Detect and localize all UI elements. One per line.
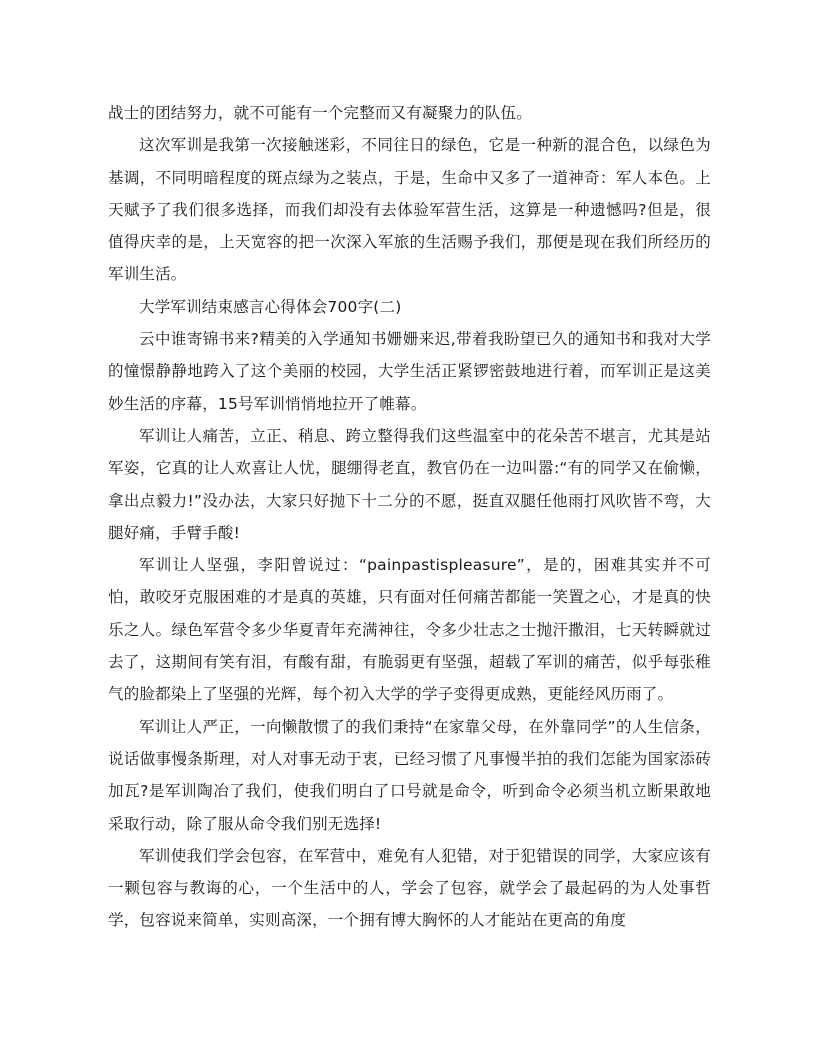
section-heading: 大学军训结束感言心得体会700字(二): [139, 297, 402, 316]
paragraph-3: 云中谁寄锦书来?精美的入学通知书姗姗来迟,带着我盼望已久的通知书和我对大学的憧憬静静地跨入了这个美丽的校园，大学生活正紧锣密鼓地进行着，而军训正是这美妙生活的序幕，15号军训悄悄地拉开了帷幕。: [108, 330, 711, 413]
paragraph-5: 军训让人坚强，李阳曾说过：“painpastispleasure”，是的，困难其实并不可怕，敢咬牙克服困难的才是真的英雄，只有面对任何痛苦都能一笑置之心，才是真的快乐之人。绿色军营令多少华夏青年充满神往，令多少壮志之士抛汗撒泪，七天转瞬就过去了，这期间有笑有泪，有酸有甜，有脆弱更有坚强，超载了军训的痛苦，似乎每张稚气的脸都染上了坚强的光辉，每个初入大学的学子变得更成熟，更能经风历雨了。: [108, 556, 711, 704]
paragraph-1: 战士的团结努力，就不可能有一个完整而又有凝聚力的队伍。: [108, 104, 532, 122]
document-page: [108, 97, 711, 937]
paragraph-4: 军训让人痛苦，立正、稍息、跨立整得我们这些温室中的花朵苦不堪言，尤其是站军姿，它真的让人欢喜让人忧，腿绷得老直，教官仍在一边叫嚣:“有的同学又在偷懒，拿出点毅力!”没办法，大家只好抛下十二分的不愿，挺直双腿任他雨打风吹皆不弯，大腿好痛，手臂手酸!: [108, 426, 711, 542]
paragraph-6: 军训让人严正，一向懒散惯了的我们秉持“在家靠父母，在外靠同学”的人生信条，说话做事慢条斯理，对人对事无动于衷，已经习惯了凡事慢半拍的我们怎能为国家添砖加瓦?是军训陶冶了我们，使我们明白了口号就是命令，听到命令必须当机立断果敢地采取行动，除了服从命令我们别无选择!: [108, 717, 711, 833]
paragraph-7: 军训使我们学会包容，在军营中，难免有人犯错，对于犯错误的同学，大家应该有一颗包容与教诲的心，一个生活中的人，学会了包容，就学会了最起码的为人处事哲学，包容说来简单，实则高深，一个拥有博大胸怀的人才能站在更高的角度: [108, 846, 711, 930]
paragraph-2: 这次军训是我第一次接触迷彩，不同往日的绿色，它是一种新的混合色，以绿色为基调，不同明暗程度的斑点绿为之装点，于是，生命中又多了一道神奇：军人本色。上天赋予了我们很多选择，而我们却没有去体验军营生活，这算是一种遗憾吗?但是，很值得庆幸的是，上天宽容的把一次深入军旅的生活赐予我们，那便是现在我们所经历的军训生活。: [108, 136, 711, 284]
